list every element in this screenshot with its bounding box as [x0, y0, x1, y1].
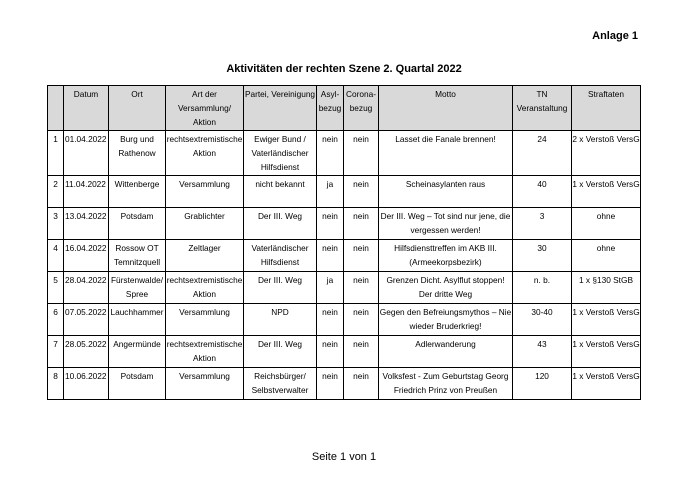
cell-art: Zeltlager [166, 240, 244, 272]
cell-tn: 43 [513, 336, 572, 368]
cell-datum: 28.05.2022 [64, 336, 109, 368]
cell-asyl: nein [317, 131, 344, 176]
cell-datum: 13.04.2022 [64, 208, 109, 240]
cell-partei: nicht bekannt [244, 176, 317, 208]
table-row [48, 336, 641, 368]
cell-ort: Angermünde [109, 336, 166, 368]
header-motto: Motto [379, 86, 513, 131]
cell-art: rechtsextremistische Aktion [166, 336, 244, 368]
cell-motto: Scheinasylanten raus [379, 176, 513, 208]
table-row [48, 131, 641, 176]
cell-datum: 28.04.2022 [64, 272, 109, 304]
cell-partei: Der III. Weg [244, 272, 317, 304]
cell-art: Versammlung [166, 368, 244, 400]
cell-asyl: nein [317, 368, 344, 400]
cell-straftaten: 1 x Verstoß VersG [572, 176, 641, 208]
cell-straftaten: 2 x Verstoß VersG [572, 131, 641, 176]
cell-corona: nein [344, 368, 379, 400]
cell-corona: nein [344, 304, 379, 336]
header-tn: TN Veranstaltung [513, 86, 572, 131]
header-ort: Ort [109, 86, 166, 131]
cell-corona: nein [344, 176, 379, 208]
header-datum: Datum [64, 86, 109, 131]
cell-datum: 10.06.2022 [64, 368, 109, 400]
cell-datum: 11.04.2022 [64, 176, 109, 208]
cell-tn: 24 [513, 131, 572, 176]
cell-art: Grablichter [166, 208, 244, 240]
cell-asyl: nein [317, 304, 344, 336]
cell-motto: Gegen den Befreiungsmythos – Nie wieder Bruderkrieg! [379, 304, 513, 336]
cell-motto: Volksfest - Zum Geburtstag Georg Friedrich Prinz von Preußen [379, 368, 513, 400]
header-asyl: Asyl-bezug [317, 86, 344, 131]
cell-motto: Grenzen Dicht. Asylflut stoppen! Der dritte Weg [379, 272, 513, 304]
cell-asyl: ja [317, 176, 344, 208]
cell-partei: Reichsbürger/ Selbstverwalter [244, 368, 317, 400]
cell-asyl: ja [317, 272, 344, 304]
table-header-row [48, 86, 641, 131]
header-index [48, 86, 64, 131]
cell-straftaten: ohne [572, 208, 641, 240]
cell-index: 5 [48, 272, 64, 304]
table-row [48, 208, 641, 240]
cell-ort: Potsdam [109, 368, 166, 400]
cell-index: 1 [48, 131, 64, 176]
table-row [48, 304, 641, 336]
cell-art: rechtsextremistische Aktion [166, 131, 244, 176]
cell-asyl: nein [317, 240, 344, 272]
document-title: Aktivitäten der rechten Szene 2. Quartal 2022 [226, 63, 462, 75]
table-row [48, 176, 641, 208]
cell-motto: Adlerwanderung [379, 336, 513, 368]
cell-corona: nein [344, 336, 379, 368]
cell-tn: 30-40 [513, 304, 572, 336]
cell-partei: NPD [244, 304, 317, 336]
cell-datum: 07.05.2022 [64, 304, 109, 336]
cell-corona: nein [344, 131, 379, 176]
cell-motto: Der III. Weg – Tot sind nur jene, die vergessen werden! [379, 208, 513, 240]
cell-straftaten: ohne [572, 240, 641, 272]
cell-tn: 3 [513, 208, 572, 240]
cell-index: 6 [48, 304, 64, 336]
cell-tn: 40 [513, 176, 572, 208]
table-row [48, 368, 641, 400]
table-row [48, 272, 641, 304]
cell-partei: Der III. Weg [244, 336, 317, 368]
cell-tn: n. b. [513, 272, 572, 304]
cell-asyl: nein [317, 336, 344, 368]
cell-motto: Lasset die Fanale brennen! [379, 131, 513, 176]
header-corona: Corona-bezug [344, 86, 379, 131]
cell-motto: Hilfsdiensttreffen im AKB III. (Armeekorpsbezirk) [379, 240, 513, 272]
cell-ort: Fürstenwalde/ Spree [109, 272, 166, 304]
cell-straftaten: 1 x Verstoß VersG [572, 336, 641, 368]
cell-datum: 16.04.2022 [64, 240, 109, 272]
cell-tn: 120 [513, 368, 572, 400]
header-partei: Partei, Vereinigung [244, 86, 317, 131]
cell-datum: 01.04.2022 [64, 131, 109, 176]
cell-index: 3 [48, 208, 64, 240]
header-straftaten: Straftaten [572, 86, 641, 131]
cell-index: 4 [48, 240, 64, 272]
cell-ort: Burg und Rathenow [109, 131, 166, 176]
cell-ort: Potsdam [109, 208, 166, 240]
table-row [48, 240, 641, 272]
cell-straftaten: 1 x Verstoß VersG [572, 304, 641, 336]
cell-index: 2 [48, 176, 64, 208]
cell-ort: Lauchhammer [109, 304, 166, 336]
cell-partei: Der III. Weg [244, 208, 317, 240]
cell-index: 7 [48, 336, 64, 368]
cell-corona: nein [344, 240, 379, 272]
cell-straftaten: 1 x §130 StGB [572, 272, 641, 304]
cell-partei: Vaterländischer Hilfsdienst [244, 240, 317, 272]
cell-asyl: nein [317, 208, 344, 240]
activities-table [47, 85, 641, 400]
cell-index: 8 [48, 368, 64, 400]
cell-art: Versammlung [166, 304, 244, 336]
cell-ort: Wittenberge [109, 176, 166, 208]
cell-art: rechtsextremistische Aktion [166, 272, 244, 304]
cell-straftaten: 1 x Verstoß VersG [572, 368, 641, 400]
annex-label: Anlage 1 [592, 30, 638, 42]
cell-ort: Rossow OT Temnitzquell [109, 240, 166, 272]
cell-corona: nein [344, 208, 379, 240]
cell-partei: Ewiger Bund / Vaterländischer Hilfsdienst [244, 131, 317, 176]
cell-tn: 30 [513, 240, 572, 272]
page-footer: Seite 1 von 1 [311, 451, 377, 463]
cell-art: Versammlung [166, 176, 244, 208]
cell-corona: nein [344, 272, 379, 304]
header-art: Art der Versammlung/ Aktion [166, 86, 244, 131]
